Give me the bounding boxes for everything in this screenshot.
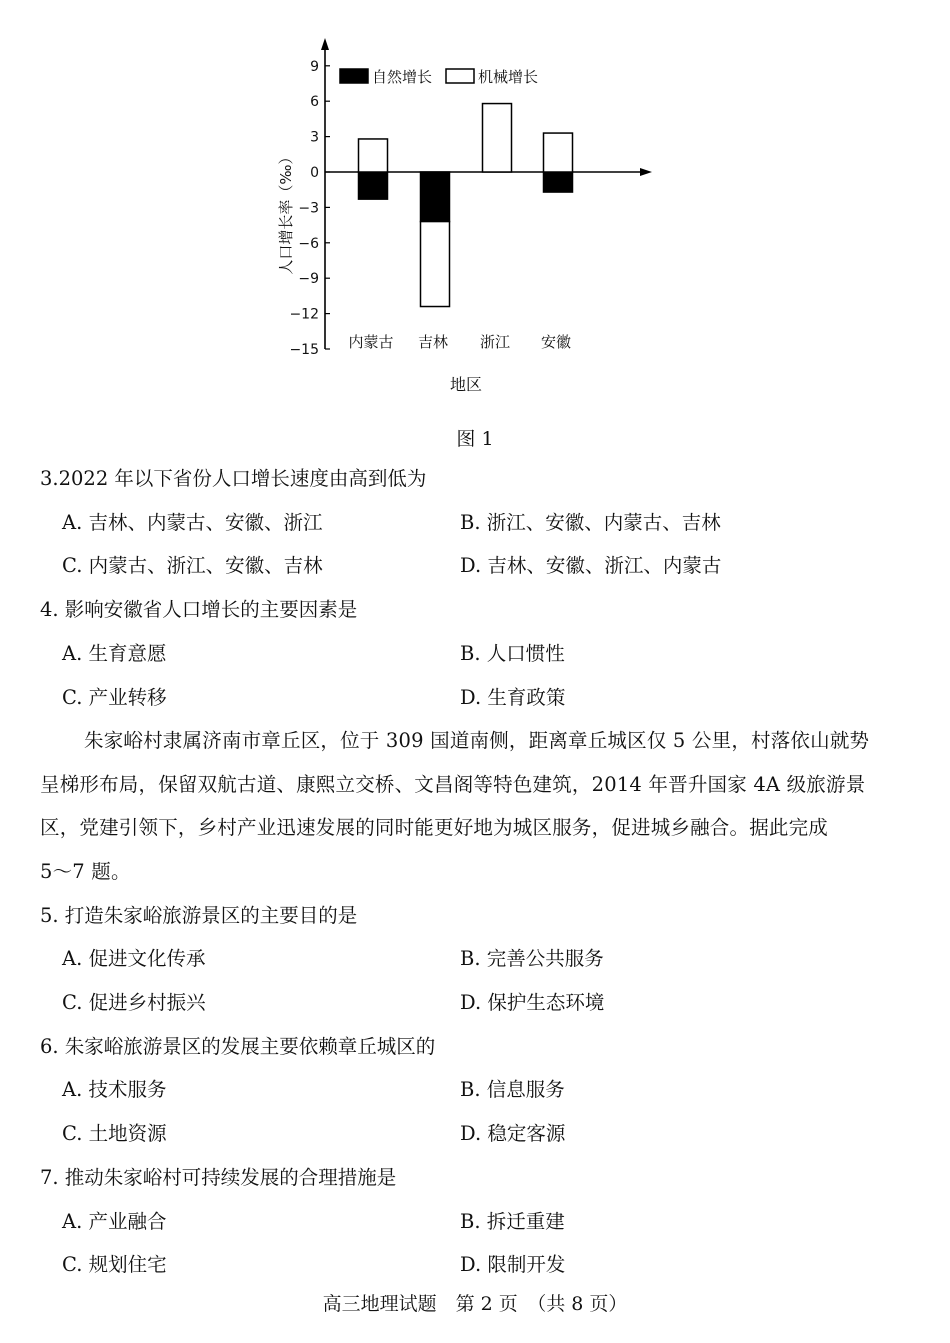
question-5-option-a: A. 促进文化传承 (62, 947, 206, 970)
y-tick-label: −9 (298, 271, 319, 288)
question-7-option-d: D. 限制开发 (460, 1253, 566, 1276)
passage-line-3: 区，党建引领下，乡村产业迅速发展的同时能更好地为城区服务，促进城乡融合。据此完成 (40, 816, 829, 839)
question-5-option-b: B. 完善公共服务 (460, 947, 604, 970)
bar-mechanical-3 (544, 133, 573, 172)
passage-line-1: 朱家峪村隶属济南市章丘区，位于 309 国道南侧，距离章丘城区仅 5 公里，村落依山就势 (84, 729, 870, 752)
question-7-option-b: B. 拆迁重建 (460, 1210, 565, 1233)
question-6-stem: 6. 朱家峪旅游景区的发展主要依赖章丘城区的 (40, 1035, 436, 1058)
bar-natural-3 (544, 172, 573, 192)
y-tick-label: −15 (289, 342, 319, 358)
y-tick-label: −3 (298, 200, 319, 217)
y-tick-label: −12 (289, 306, 319, 323)
page-footer: 高三地理试题 第 2 页 （共 8 页） (322, 1293, 628, 1315)
question-7-option-a: A. 产业融合 (62, 1210, 167, 1233)
question-4-option-b: B. 人口惯性 (460, 642, 565, 665)
question-5-option-c: C. 促进乡村振兴 (62, 991, 206, 1014)
category-label: 浙江 (479, 333, 511, 351)
question-4-stem: 4. 影响安徽省人口增长的主要因素是 (40, 598, 358, 621)
x-axis-arrow (640, 168, 652, 176)
question-3-option-d: D. 吉林、安徽、浙江、内蒙古 (460, 554, 722, 577)
y-axis-arrow (321, 38, 329, 50)
category-labels (348, 333, 571, 351)
y-axis-label: 人口增长率（‰） (277, 149, 295, 275)
question-4-option-d: D. 生育政策 (460, 686, 566, 709)
chart-bars (359, 104, 573, 307)
bar-natural-1 (421, 172, 450, 222)
bar-mechanical-2 (483, 104, 512, 172)
question-7-option-c: C. 规划住宅 (62, 1253, 167, 1276)
bar-mechanical-1 (421, 222, 450, 307)
bar-mechanical-0 (359, 139, 388, 172)
legend-swatch-natural (340, 69, 368, 83)
legend-swatch-mechanical (446, 69, 474, 83)
category-label: 吉林 (417, 333, 449, 351)
y-tick-label: 9 (310, 58, 319, 75)
y-tick-label: 6 (310, 94, 319, 111)
population-growth-chart (0, 0, 950, 410)
question-6-option-b: B. 信息服务 (460, 1078, 565, 1101)
question-4-option-c: C. 产业转移 (62, 686, 167, 709)
x-axis-label: 地区 (449, 375, 483, 394)
question-3-option-c: C. 内蒙古、浙江、安徽、吉林 (62, 554, 323, 577)
question-3-option-a: A. 吉林、内蒙古、安徽、浙江 (62, 511, 323, 534)
question-5-option-d: D. 保护生态环境 (460, 991, 605, 1014)
question-7-stem: 7. 推动朱家峪村可持续发展的合理措施是 (40, 1166, 397, 1189)
passage-line-4: 5～7 题。 (40, 860, 131, 883)
legend (340, 68, 538, 86)
question-5-stem: 5. 打造朱家峪旅游景区的主要目的是 (40, 904, 358, 927)
question-6-option-a: A. 技术服务 (62, 1078, 167, 1101)
question-6-option-c: C. 土地资源 (62, 1122, 167, 1145)
question-3-option-b: B. 浙江、安徽、内蒙古、吉林 (460, 511, 721, 534)
y-tick-label: 3 (310, 129, 319, 146)
legend-label-mechanical: 机械增长 (478, 68, 539, 86)
question-3-stem: 3.2022 年以下省份人口增长速度由高到低为 (40, 467, 427, 490)
legend-label-natural: 自然增长 (372, 68, 433, 86)
passage-line-2: 呈梯形布局，保留双航古道、康熙立交桥、文昌阁等特色建筑，2014 年晋升国家 4A 级旅游景 (40, 773, 866, 796)
bar-natural-0 (359, 172, 388, 199)
y-tick-label: 0 (310, 165, 319, 181)
question-6-option-d: D. 稳定客源 (460, 1122, 566, 1145)
y-tick-label: −6 (298, 235, 319, 252)
y-tick-labels (289, 59, 330, 358)
category-label: 安徽 (540, 333, 572, 351)
category-label: 内蒙古 (348, 333, 394, 351)
question-4-option-a: A. 生育意愿 (62, 642, 167, 665)
figure-caption: 图 1 (456, 428, 494, 450)
